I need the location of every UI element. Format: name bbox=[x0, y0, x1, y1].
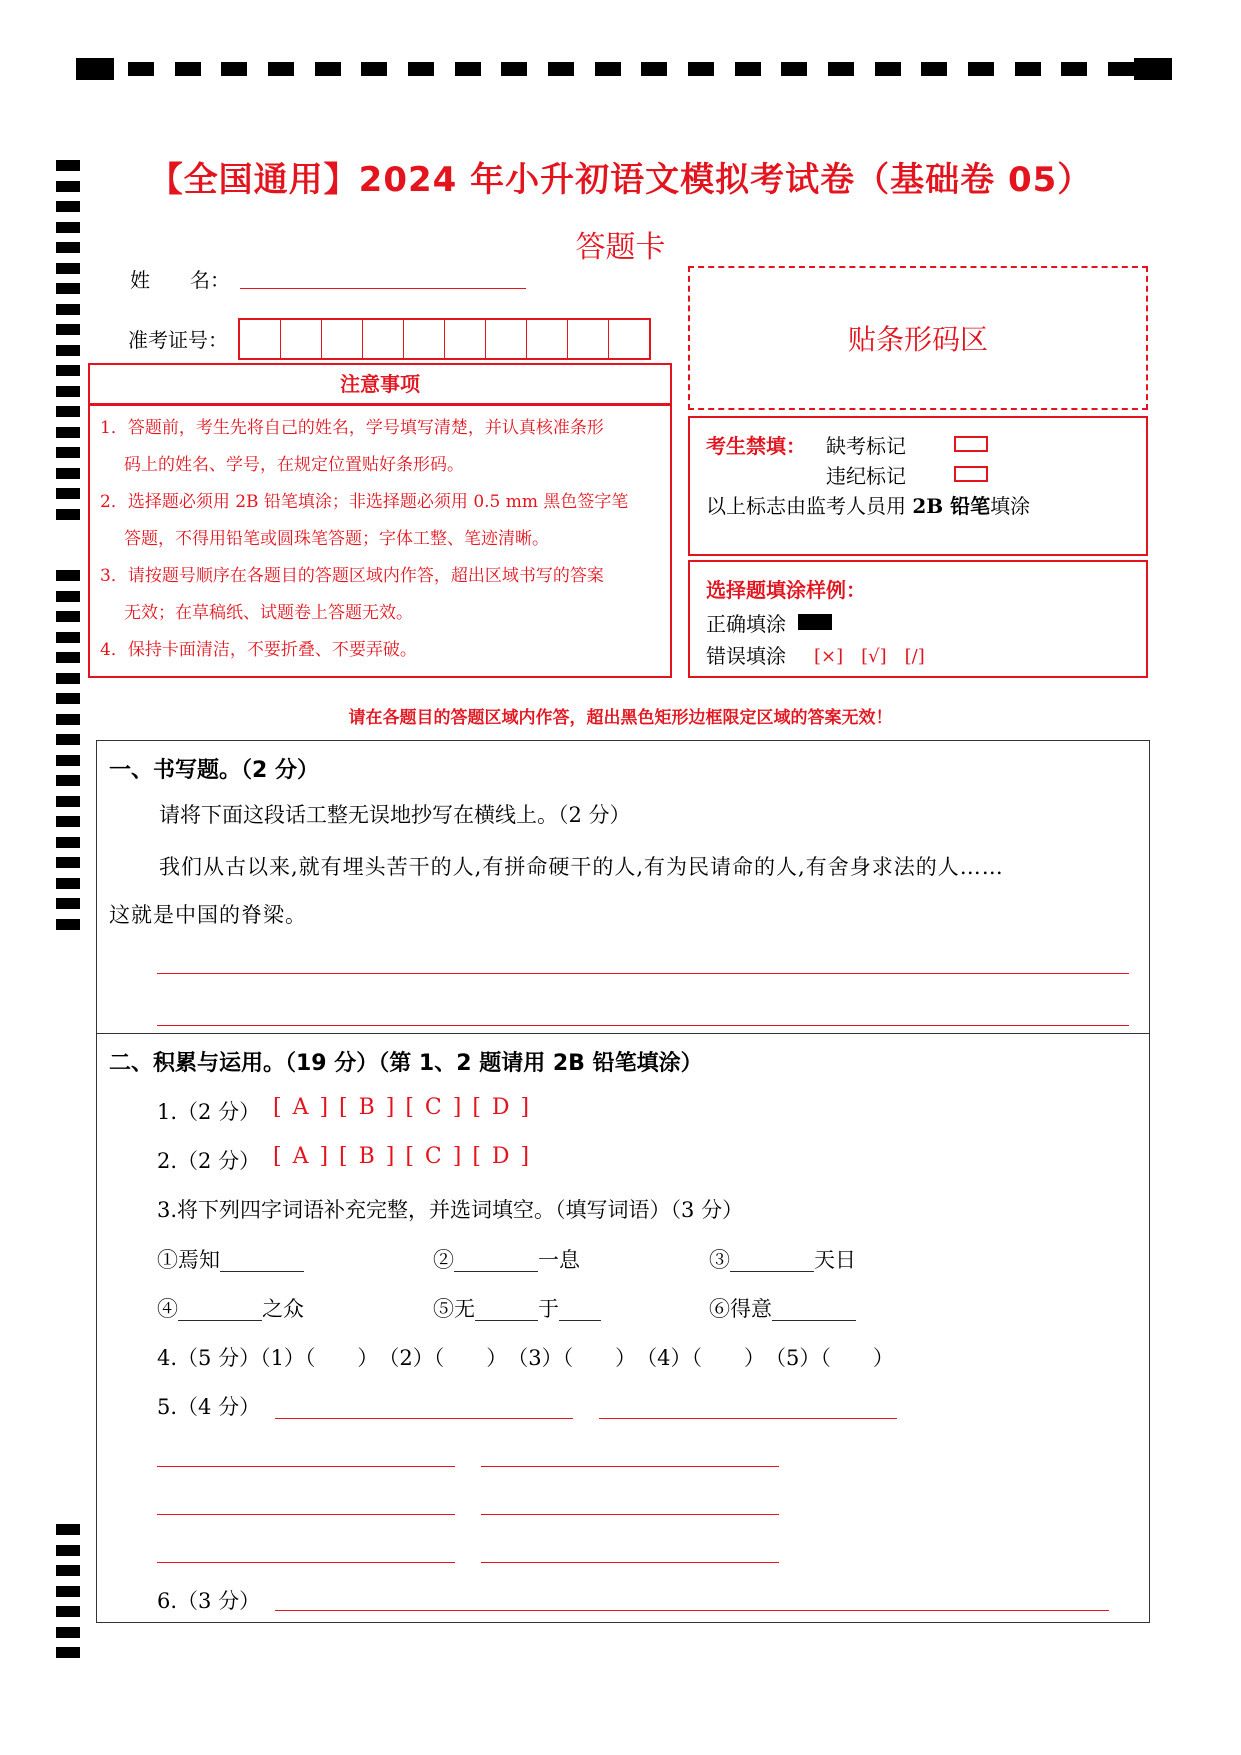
fill-sample-heading: 选择题填涂样例： bbox=[706, 578, 866, 602]
timing-mark bbox=[56, 673, 80, 684]
timing-mark bbox=[501, 62, 527, 76]
q5-answer-line[interactable] bbox=[481, 1562, 779, 1563]
q5-answer-line[interactable] bbox=[157, 1562, 455, 1563]
q1-options[interactable]: [ A ] [ B ] [ C ] [ D ] bbox=[273, 1095, 532, 1120]
timing-mark bbox=[56, 919, 80, 930]
timing-mark bbox=[56, 304, 80, 315]
timing-mark bbox=[56, 878, 80, 889]
timing-mark bbox=[361, 62, 387, 76]
barcode-area bbox=[688, 266, 1148, 410]
id-digit-box[interactable] bbox=[240, 320, 281, 358]
section-accumulation bbox=[96, 1033, 1150, 1623]
q2-options[interactable]: [ A ] [ B ] [ C ] [ D ] bbox=[273, 1144, 532, 1169]
q5-answer-line[interactable] bbox=[157, 1466, 455, 1467]
id-number-boxes[interactable] bbox=[238, 318, 651, 360]
left-timing-strip-lower bbox=[56, 1524, 80, 1672]
timing-mark bbox=[56, 898, 80, 909]
timing-mark bbox=[56, 468, 80, 479]
timing-mark bbox=[56, 652, 80, 663]
q5-answer-line[interactable] bbox=[481, 1514, 779, 1515]
timing-mark bbox=[56, 570, 80, 581]
timing-mark bbox=[56, 857, 80, 868]
q1-label: 1.（2 分） bbox=[157, 1100, 261, 1124]
id-digit-box[interactable] bbox=[568, 320, 609, 358]
writing-line[interactable] bbox=[157, 1025, 1129, 1026]
timing-mark bbox=[56, 283, 80, 294]
timing-mark bbox=[408, 62, 434, 76]
timing-mark bbox=[56, 1565, 80, 1576]
name-label: 姓 名： bbox=[130, 268, 230, 292]
q6-answer-line[interactable] bbox=[275, 1610, 1109, 1611]
q3-item[interactable]: ③________天日 bbox=[709, 1248, 856, 1272]
notice-line: 3．请按题号顺序在各题目的答题区域内作答，超出区域书写的答案 bbox=[100, 566, 604, 586]
q3-item[interactable]: ⑤无______于____ bbox=[433, 1297, 601, 1321]
timing-mark bbox=[781, 62, 807, 76]
timing-mark bbox=[921, 62, 947, 76]
timing-mark bbox=[875, 62, 901, 76]
timing-mark bbox=[56, 1627, 80, 1638]
timing-mark bbox=[56, 447, 80, 458]
notice-heading: 注意事项 bbox=[88, 363, 672, 405]
barcode-label: 贴条形码区 bbox=[847, 323, 988, 356]
timing-mark bbox=[455, 62, 481, 76]
timing-mark bbox=[56, 1647, 80, 1658]
section1-heading: 一、书写题。（2 分） bbox=[109, 758, 319, 783]
q5-answer-line[interactable] bbox=[275, 1418, 573, 1419]
timing-mark bbox=[56, 427, 80, 438]
timing-mark bbox=[56, 386, 80, 397]
q5-answer-line[interactable] bbox=[599, 1418, 897, 1419]
timing-mark bbox=[1134, 58, 1172, 80]
section2-heading: 二、积累与运用。（19 分）（第 1、2 题请用 2B 铅笔填涂） bbox=[109, 1051, 703, 1076]
section-writing bbox=[96, 740, 1150, 1034]
answer-area-warning: 请在各题目的答题区域内作答，超出黑色矩形边框限定区域的答案无效！ bbox=[348, 708, 893, 728]
timing-mark bbox=[56, 488, 80, 499]
timing-mark bbox=[1015, 62, 1041, 76]
timing-mark bbox=[56, 324, 80, 335]
timing-mark bbox=[56, 796, 80, 807]
timing-mark bbox=[735, 62, 761, 76]
q5-label: 5.（4 分） bbox=[157, 1395, 261, 1419]
timing-mark bbox=[56, 775, 80, 786]
timing-mark bbox=[175, 62, 201, 76]
timing-mark bbox=[56, 816, 80, 827]
timing-mark bbox=[56, 1545, 80, 1556]
id-digit-box[interactable] bbox=[281, 320, 322, 358]
correct-fill-label: 正确填涂 bbox=[706, 612, 786, 636]
timing-mark bbox=[268, 62, 294, 76]
notice-line: 无效；在草稿纸、试题卷上答题无效。 bbox=[124, 603, 413, 623]
timing-mark bbox=[56, 611, 80, 622]
timing-mark bbox=[56, 509, 80, 520]
q3-item[interactable]: ①焉知________ bbox=[157, 1248, 304, 1272]
timing-mark bbox=[56, 837, 80, 848]
timing-mark bbox=[56, 201, 80, 212]
proctor-note: 以上标志由监考人员用 2B 铅笔填涂 bbox=[706, 494, 1031, 518]
q5-answer-line[interactable] bbox=[157, 1514, 455, 1515]
timing-mark bbox=[56, 1524, 80, 1535]
id-digit-box[interactable] bbox=[486, 320, 527, 358]
page-subtitle: 答题卡 bbox=[575, 230, 666, 265]
timing-mark bbox=[128, 62, 154, 76]
timing-mark bbox=[56, 345, 80, 356]
notice-line: 4．保持卡面清洁，不要折叠、不要弄破。 bbox=[100, 640, 417, 660]
section1-passage-end: 这就是中国的脊梁。 bbox=[109, 903, 307, 927]
fill-sample-box bbox=[688, 560, 1148, 678]
timing-mark bbox=[641, 62, 667, 76]
timing-mark bbox=[1108, 62, 1134, 76]
timing-mark bbox=[56, 1606, 80, 1617]
timing-mark bbox=[1061, 62, 1087, 76]
timing-mark bbox=[56, 632, 80, 643]
q3-item[interactable]: ④________之众 bbox=[157, 1297, 304, 1321]
q6-label: 6.（3 分） bbox=[157, 1589, 261, 1613]
id-digit-box[interactable] bbox=[404, 320, 445, 358]
timing-mark bbox=[56, 755, 80, 766]
timing-mark bbox=[688, 62, 714, 76]
writing-line[interactable] bbox=[157, 973, 1129, 974]
id-digit-box[interactable] bbox=[609, 320, 649, 358]
q2-label: 2.（2 分） bbox=[157, 1149, 261, 1173]
left-timing-strip-upper bbox=[56, 160, 80, 530]
id-digit-box[interactable] bbox=[363, 320, 404, 358]
timing-mark bbox=[968, 62, 994, 76]
name-field[interactable] bbox=[240, 286, 526, 289]
notice-line: 1．答题前，考生先将自己的姓名，学号填写清楚，并认真核准条形 bbox=[100, 418, 604, 438]
timing-mark bbox=[56, 1586, 80, 1597]
q5-answer-line[interactable] bbox=[481, 1466, 779, 1467]
timing-mark bbox=[828, 62, 854, 76]
wrong-fill-label: 错误填涂 bbox=[706, 644, 786, 668]
timing-mark bbox=[548, 62, 574, 76]
timing-mark bbox=[595, 62, 621, 76]
left-timing-strip-middle bbox=[56, 570, 80, 948]
timing-mark bbox=[315, 62, 341, 76]
id-digit-box[interactable] bbox=[445, 320, 486, 358]
notice-line: 码上的姓名、学号，在规定位置贴好条形码。 bbox=[124, 455, 464, 475]
id-digit-box[interactable] bbox=[322, 320, 363, 358]
violation-label: 违纪标记 bbox=[826, 464, 906, 488]
q3-item[interactable]: ②________一息 bbox=[433, 1248, 580, 1272]
q3-item[interactable]: ⑥得意________ bbox=[709, 1297, 856, 1321]
absent-label: 缺考标记 bbox=[826, 434, 906, 458]
q3-prompt: 3.将下列四字词语补充完整，并选词填空。（填写词语）（3 分） bbox=[157, 1198, 744, 1222]
timing-mark bbox=[76, 58, 114, 80]
id-digit-box[interactable] bbox=[527, 320, 568, 358]
timing-mark bbox=[56, 734, 80, 745]
absent-mark-box[interactable] bbox=[954, 436, 988, 452]
section1-passage: 我们从古以来,就有埋头苦干的人,有拼命硬干的人,有为民请命的人,有舍身求法的人…… bbox=[159, 855, 1004, 879]
page-title: 【全国通用】2024 年小升初语文模拟考试卷（基础卷 05） bbox=[148, 160, 1093, 200]
section1-instruction: 请将下面这段话工整无误地抄写在横线上。（2 分） bbox=[159, 803, 631, 827]
notice-line: 2．选择题必须用 2B 铅笔填涂；非选择题必须用 0.5 mm 黑色签字笔 bbox=[100, 492, 629, 512]
timing-mark bbox=[56, 406, 80, 417]
timing-mark bbox=[56, 591, 80, 602]
proctor-label: 考生禁填： bbox=[706, 434, 806, 458]
correct-fill-mark bbox=[798, 614, 832, 630]
top-timing-strip bbox=[76, 58, 1172, 80]
id-label: 准考证号： bbox=[128, 328, 228, 352]
notice-line: 答题，不得用铅笔或圆珠笔答题；字体工整、笔迹清晰。 bbox=[124, 529, 549, 549]
timing-mark bbox=[221, 62, 247, 76]
violation-mark-box[interactable] bbox=[954, 466, 988, 482]
proctor-marks-box bbox=[688, 416, 1148, 556]
wrong-fill-marks: [×] [√] [/] bbox=[814, 646, 925, 667]
timing-mark bbox=[56, 365, 80, 376]
notice-box bbox=[88, 404, 672, 678]
q4-answer-row[interactable]: 4.（5 分）（1）（ ） （2）（ ） （3）（ ） （4）（ ） （5）（ ） bbox=[157, 1346, 894, 1370]
